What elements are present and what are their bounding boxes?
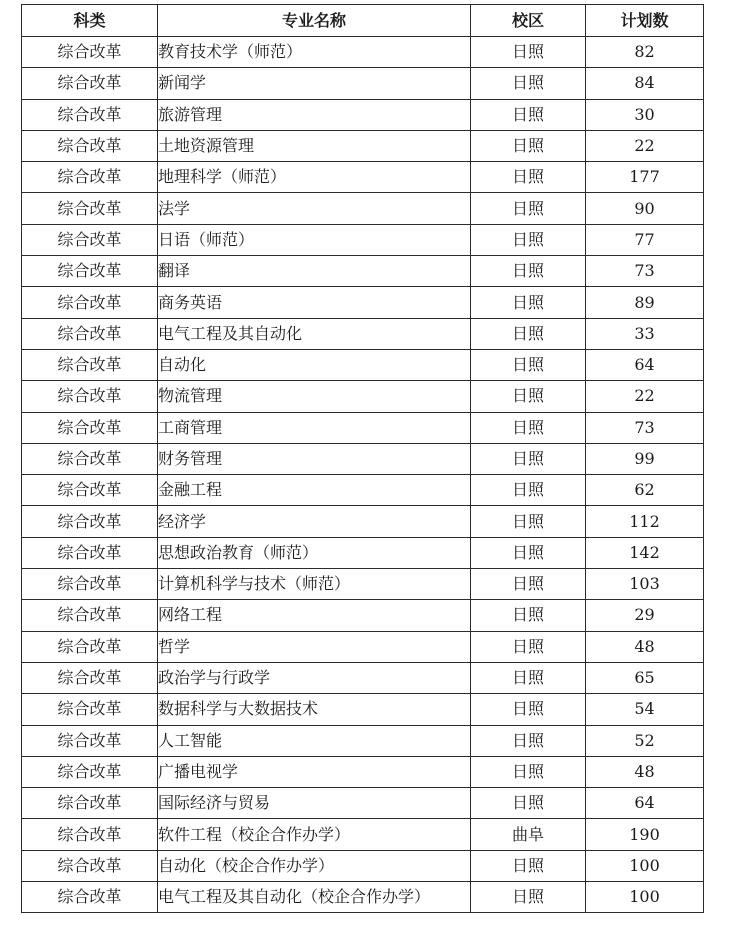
campus-cell: 日照 xyxy=(471,99,586,130)
major-cell: 地理科学（师范） xyxy=(158,162,471,193)
table-row xyxy=(22,475,704,506)
table-row xyxy=(22,162,704,193)
plan-count-cell: 73 xyxy=(586,412,704,443)
table-row xyxy=(22,725,704,756)
plan-count-cell: 48 xyxy=(586,631,704,662)
campus-cell: 日照 xyxy=(471,756,586,787)
table-row xyxy=(22,287,704,318)
major-cell: 计算机科学与技术（师范） xyxy=(158,569,471,600)
campus-cell: 日照 xyxy=(471,600,586,631)
table-row xyxy=(22,506,704,537)
table-row xyxy=(22,37,704,68)
table-row xyxy=(22,349,704,380)
header-row xyxy=(22,5,704,37)
table-row xyxy=(22,662,704,693)
plan-count-cell: 112 xyxy=(586,506,704,537)
table-row xyxy=(22,850,704,881)
table-row xyxy=(22,569,704,600)
major-cell: 新闻学 xyxy=(158,68,471,99)
campus-cell: 日照 xyxy=(471,349,586,380)
campus-cell: 日照 xyxy=(471,162,586,193)
table-row xyxy=(22,600,704,631)
table-row xyxy=(22,68,704,99)
category-cell: 综合改革 xyxy=(22,99,158,130)
major-cell: 思想政治教育（师范） xyxy=(158,537,471,568)
campus-cell: 日照 xyxy=(471,68,586,99)
category-cell: 综合改革 xyxy=(22,882,158,913)
major-cell: 政治学与行政学 xyxy=(158,662,471,693)
plan-count-cell: 84 xyxy=(586,68,704,99)
header-category: 科类 xyxy=(22,5,158,37)
campus-cell: 日照 xyxy=(471,130,586,161)
category-cell: 综合改革 xyxy=(22,537,158,568)
major-cell: 日语（师范） xyxy=(158,224,471,255)
category-cell: 综合改革 xyxy=(22,819,158,850)
table-row xyxy=(22,788,704,819)
major-cell: 经济学 xyxy=(158,506,471,537)
campus-cell: 日照 xyxy=(471,631,586,662)
category-cell: 综合改革 xyxy=(22,287,158,318)
category-cell: 综合改革 xyxy=(22,788,158,819)
plan-count-cell: 142 xyxy=(586,537,704,568)
plan-count-cell: 64 xyxy=(586,788,704,819)
table-row xyxy=(22,193,704,224)
table-row xyxy=(22,224,704,255)
enrollment-plan-table xyxy=(21,4,704,913)
table-row xyxy=(22,318,704,349)
major-cell: 教育技术学（师范） xyxy=(158,37,471,68)
category-cell: 综合改革 xyxy=(22,193,158,224)
major-cell: 土地资源管理 xyxy=(158,130,471,161)
plan-count-cell: 64 xyxy=(586,349,704,380)
plan-count-cell: 62 xyxy=(586,475,704,506)
major-cell: 旅游管理 xyxy=(158,99,471,130)
plan-count-cell: 22 xyxy=(586,381,704,412)
category-cell: 综合改革 xyxy=(22,224,158,255)
campus-cell: 日照 xyxy=(471,694,586,725)
plan-count-cell: 89 xyxy=(586,287,704,318)
major-cell: 人工智能 xyxy=(158,725,471,756)
plan-count-cell: 82 xyxy=(586,37,704,68)
category-cell: 综合改革 xyxy=(22,662,158,693)
table-row xyxy=(22,882,704,913)
category-cell: 综合改革 xyxy=(22,443,158,474)
campus-cell: 日照 xyxy=(471,412,586,443)
major-cell: 电气工程及其自动化 xyxy=(158,318,471,349)
major-cell: 商务英语 xyxy=(158,287,471,318)
major-cell: 翻译 xyxy=(158,256,471,287)
campus-cell: 日照 xyxy=(471,850,586,881)
plan-count-cell: 100 xyxy=(586,850,704,881)
campus-cell: 日照 xyxy=(471,662,586,693)
category-cell: 综合改革 xyxy=(22,68,158,99)
header-campus: 校区 xyxy=(471,5,586,37)
plan-count-cell: 99 xyxy=(586,443,704,474)
category-cell: 综合改革 xyxy=(22,412,158,443)
category-cell: 综合改革 xyxy=(22,631,158,662)
category-cell: 综合改革 xyxy=(22,694,158,725)
category-cell: 综合改革 xyxy=(22,349,158,380)
campus-cell: 日照 xyxy=(471,287,586,318)
plan-count-cell: 22 xyxy=(586,130,704,161)
plan-count-cell: 90 xyxy=(586,193,704,224)
plan-count-cell: 52 xyxy=(586,725,704,756)
category-cell: 综合改革 xyxy=(22,256,158,287)
plan-count-cell: 77 xyxy=(586,224,704,255)
campus-cell: 日照 xyxy=(471,37,586,68)
table-body xyxy=(22,37,704,913)
major-cell: 金融工程 xyxy=(158,475,471,506)
table-row xyxy=(22,537,704,568)
plan-count-cell: 54 xyxy=(586,694,704,725)
plan-count-cell: 103 xyxy=(586,569,704,600)
table-row xyxy=(22,412,704,443)
category-cell: 综合改革 xyxy=(22,162,158,193)
plan-count-cell: 177 xyxy=(586,162,704,193)
table-row xyxy=(22,256,704,287)
category-cell: 综合改革 xyxy=(22,756,158,787)
campus-cell: 日照 xyxy=(471,381,586,412)
category-cell: 综合改革 xyxy=(22,569,158,600)
category-cell: 综合改革 xyxy=(22,381,158,412)
category-cell: 综合改革 xyxy=(22,475,158,506)
major-cell: 网络工程 xyxy=(158,600,471,631)
campus-cell: 日照 xyxy=(471,506,586,537)
plan-count-cell: 100 xyxy=(586,882,704,913)
category-cell: 综合改革 xyxy=(22,318,158,349)
campus-cell: 日照 xyxy=(471,569,586,600)
major-cell: 自动化（校企合作办学） xyxy=(158,850,471,881)
campus-cell: 日照 xyxy=(471,224,586,255)
table-row xyxy=(22,99,704,130)
campus-cell: 日照 xyxy=(471,256,586,287)
major-cell: 软件工程（校企合作办学） xyxy=(158,819,471,850)
plan-count-cell: 190 xyxy=(586,819,704,850)
major-cell: 财务管理 xyxy=(158,443,471,474)
header-major: 专业名称 xyxy=(158,5,471,37)
campus-cell: 日照 xyxy=(471,882,586,913)
campus-cell: 曲阜 xyxy=(471,819,586,850)
table-row xyxy=(22,631,704,662)
campus-cell: 日照 xyxy=(471,443,586,474)
plan-count-cell: 73 xyxy=(586,256,704,287)
table-row xyxy=(22,381,704,412)
plan-count-cell: 65 xyxy=(586,662,704,693)
campus-cell: 日照 xyxy=(471,475,586,506)
table-row xyxy=(22,130,704,161)
major-cell: 电气工程及其自动化（校企合作办学） xyxy=(158,882,471,913)
campus-cell: 日照 xyxy=(471,537,586,568)
campus-cell: 日照 xyxy=(471,193,586,224)
major-cell: 数据科学与大数据技术 xyxy=(158,694,471,725)
table-row xyxy=(22,694,704,725)
major-cell: 工商管理 xyxy=(158,412,471,443)
campus-cell: 日照 xyxy=(471,318,586,349)
major-cell: 哲学 xyxy=(158,631,471,662)
campus-cell: 日照 xyxy=(471,788,586,819)
major-cell: 物流管理 xyxy=(158,381,471,412)
table-row xyxy=(22,819,704,850)
plan-count-cell: 48 xyxy=(586,756,704,787)
table-row xyxy=(22,443,704,474)
category-cell: 综合改革 xyxy=(22,725,158,756)
table-row xyxy=(22,756,704,787)
category-cell: 综合改革 xyxy=(22,506,158,537)
category-cell: 综合改革 xyxy=(22,37,158,68)
major-cell: 广播电视学 xyxy=(158,756,471,787)
plan-count-cell: 30 xyxy=(586,99,704,130)
major-cell: 自动化 xyxy=(158,349,471,380)
campus-cell: 日照 xyxy=(471,725,586,756)
category-cell: 综合改革 xyxy=(22,130,158,161)
major-cell: 法学 xyxy=(158,193,471,224)
major-cell: 国际经济与贸易 xyxy=(158,788,471,819)
category-cell: 综合改革 xyxy=(22,600,158,631)
plan-count-cell: 33 xyxy=(586,318,704,349)
category-cell: 综合改革 xyxy=(22,850,158,881)
plan-count-cell: 29 xyxy=(586,600,704,631)
header-plan: 计划数 xyxy=(586,5,704,37)
